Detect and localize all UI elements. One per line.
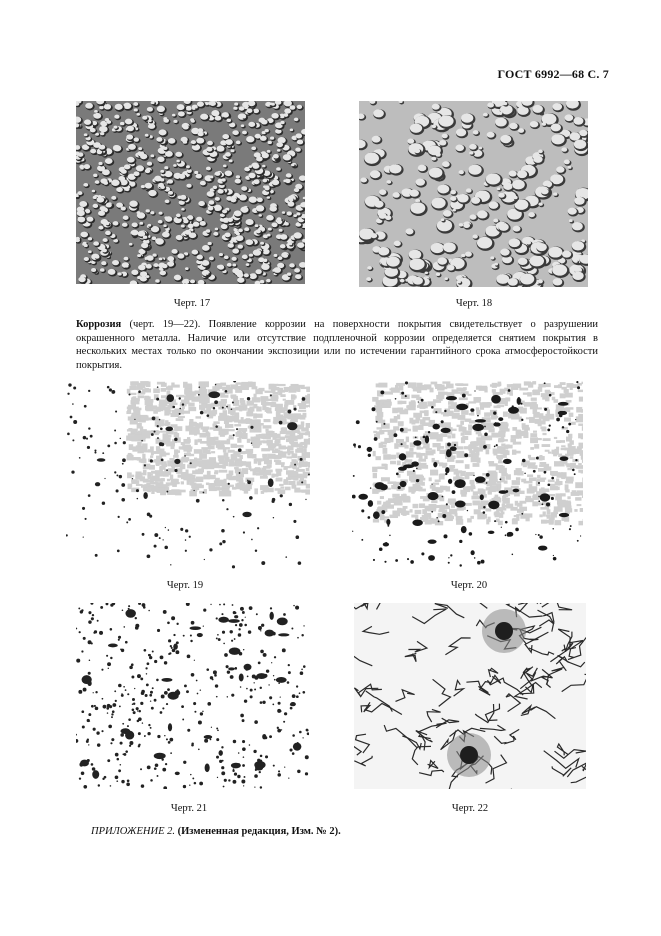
corrosion-paragraph xyxy=(76,318,598,372)
figure-21-image xyxy=(76,603,309,789)
appendix-note xyxy=(91,826,341,837)
appendix-edition: (Измененная редакция, Изм. № 2). xyxy=(175,826,341,837)
figure-19-caption: Черт. 19 xyxy=(166,580,204,591)
figure-21-caption: Черт. 21 xyxy=(170,803,208,814)
figure-22-caption: Черт. 22 xyxy=(451,803,489,814)
figure-22-image xyxy=(354,603,586,789)
figure-18-image xyxy=(359,101,588,287)
document-header: ГОСТ 6992—68 С. 7 xyxy=(497,67,609,81)
figure-20-image xyxy=(352,381,583,568)
figure-17-image xyxy=(76,101,305,284)
figure-20-caption: Черт. 20 xyxy=(450,580,488,591)
figure-17-caption: Черт. 17 xyxy=(173,298,211,309)
appendix-label: ПРИЛОЖЕНИЕ 2. xyxy=(91,826,175,837)
corrosion-term: Коррозия xyxy=(76,319,122,330)
corrosion-text: (черт. 19—22). Появление коррозии на поверхности покрытия свидетельствует о разрушении окрашенного металла. Наличие или отсутствие подпленочной коррозии определяется снятием покрытия в нескольких местах только по окончании экспозиции или по истечении гарантийного срока атмосферостойкости покрытия. xyxy=(76,319,598,371)
figure-18-caption: Черт. 18 xyxy=(455,298,493,309)
figure-19-image xyxy=(66,381,310,569)
